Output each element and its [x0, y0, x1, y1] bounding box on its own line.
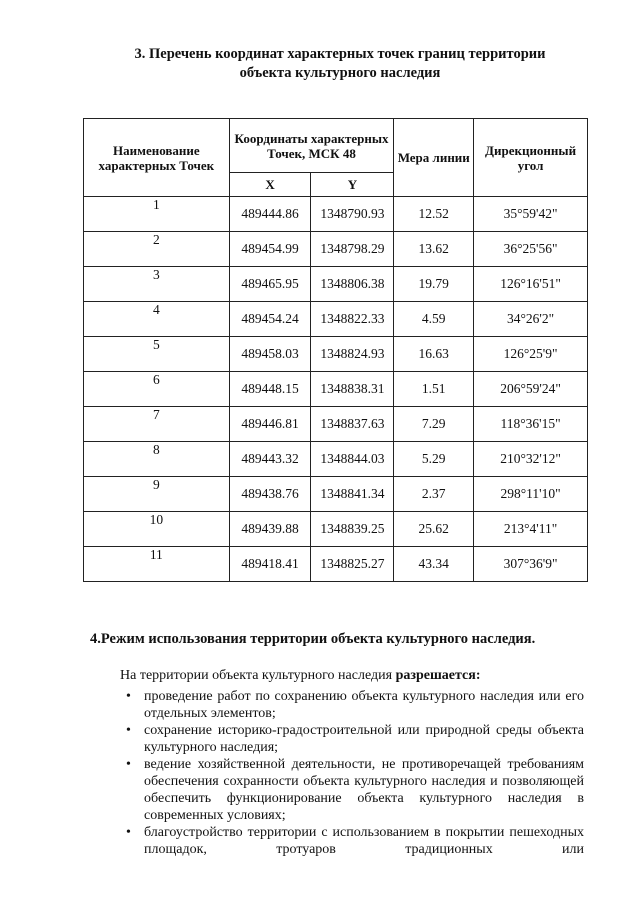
line-length: 25.62 [394, 512, 474, 547]
bullet-icon: • [126, 723, 131, 738]
table-row [84, 512, 588, 547]
list-item-text: сохранение историко-градостроительной или природной среды объекта культурного наследия; [144, 723, 584, 755]
point-number: 2 [84, 232, 230, 267]
coord-x: 489465.95 [229, 267, 311, 302]
line-length: 16.63 [394, 337, 474, 372]
coord-x: 489443.32 [229, 442, 311, 477]
point-number: 6 [84, 372, 230, 407]
direction-angle: 118°36'15" [474, 407, 588, 442]
coord-x: 489446.81 [229, 407, 311, 442]
bullet-icon: • [126, 689, 131, 704]
direction-angle: 126°25'9" [474, 337, 588, 372]
line-length: 1.51 [394, 372, 474, 407]
line-length: 2.37 [394, 477, 474, 512]
direction-angle: 126°16'51" [474, 267, 588, 302]
bullet-icon: • [126, 825, 131, 840]
coord-x: 489448.15 [229, 372, 311, 407]
coord-x: 489438.76 [229, 477, 311, 512]
line-length: 13.62 [394, 232, 474, 267]
line-length: 7.29 [394, 407, 474, 442]
coord-y: 1348838.31 [311, 372, 394, 407]
table-row [84, 372, 588, 407]
coord-y: 1348806.38 [311, 267, 394, 302]
coord-y: 1348844.03 [311, 442, 394, 477]
direction-angle: 206°59'24" [474, 372, 588, 407]
coord-x: 489454.99 [229, 232, 311, 267]
coord-y: 1348824.93 [311, 337, 394, 372]
table-row [84, 197, 588, 232]
section-4-heading: 4.Режим использования территории объекта культурного наследия. [90, 631, 536, 647]
coord-y: 1348837.63 [311, 407, 394, 442]
point-number: 3 [84, 267, 230, 302]
table-row [84, 442, 588, 477]
point-number: 1 [84, 197, 230, 232]
direction-angle: 307°36'9" [474, 547, 588, 582]
line-length: 19.79 [394, 267, 474, 302]
table-row [84, 232, 588, 267]
line-length: 12.52 [394, 197, 474, 232]
table-row [84, 302, 588, 337]
coord-y: 1348825.27 [311, 547, 394, 582]
coord-x: 489458.03 [229, 337, 311, 372]
section-3-title-line-2: объекта культурного наследия [239, 65, 441, 81]
direction-angle: 34°26'2" [474, 302, 588, 337]
coord-y: 1348839.25 [311, 512, 394, 547]
header-direction-angle: Дирекционный угол [474, 119, 588, 197]
section-3-heading [90, 45, 590, 83]
header-y: Y [311, 173, 394, 197]
permitted-activities-list [122, 688, 584, 858]
list-item-text: проведение работ по сохранению объекта культурного наследия или его отдельных элементов; [144, 689, 584, 721]
coord-x: 489439.88 [229, 512, 311, 547]
intro-bold-text: разрешается: [395, 668, 481, 683]
point-number: 11 [84, 547, 230, 582]
direction-angle: 35°59'42" [474, 197, 588, 232]
direction-angle: 36°25'56" [474, 232, 588, 267]
list-item-text: ведение хозяйственной деятельности, не противоречащей требованиям обеспечения сохранности объекта культурного наследия и позволяющей обеспечить функционирование объекта культурного наследия в современных условиях; [144, 757, 584, 823]
table-row [84, 477, 588, 512]
coord-y: 1348822.33 [311, 302, 394, 337]
point-number: 8 [84, 442, 230, 477]
list-item-text: благоустройство территории с использованием в покрытии пешеходных площадок, тротуаров традиционных или [144, 825, 584, 857]
coord-x: 489444.86 [229, 197, 311, 232]
bullet-icon: • [126, 757, 131, 772]
direction-angle: 210°32'12" [474, 442, 588, 477]
list-item [122, 756, 584, 824]
header-line-length: Мера линии [394, 119, 474, 197]
line-length: 5.29 [394, 442, 474, 477]
table-row [84, 407, 588, 442]
direction-angle: 213°4'11" [474, 512, 588, 547]
direction-angle: 298°11'10" [474, 477, 588, 512]
coord-x: 489454.24 [229, 302, 311, 337]
list-item [122, 722, 584, 756]
header-coordinates: Координаты характерных Точек, МСК 48 [229, 119, 394, 173]
coord-x: 489418.41 [229, 547, 311, 582]
coordinates-table [83, 118, 588, 582]
point-number: 10 [84, 512, 230, 547]
section-4-intro [120, 668, 481, 684]
point-number: 5 [84, 337, 230, 372]
section-3-title-line-1: 3. Перечень координат характерных точек границ территории [134, 46, 546, 62]
header-point-name: Наименование характерных Точек [84, 119, 230, 197]
point-number: 7 [84, 407, 230, 442]
coord-y: 1348790.93 [311, 197, 394, 232]
table-row [84, 337, 588, 372]
list-item [122, 824, 584, 858]
coord-y: 1348841.34 [311, 477, 394, 512]
line-length: 4.59 [394, 302, 474, 337]
table-row [84, 547, 588, 582]
point-number: 4 [84, 302, 230, 337]
list-item [122, 688, 584, 722]
intro-text: На территории объекта культурного наследия [120, 668, 396, 683]
table-row [84, 267, 588, 302]
coord-y: 1348798.29 [311, 232, 394, 267]
point-number: 9 [84, 477, 230, 512]
header-x: X [229, 173, 311, 197]
line-length: 43.34 [394, 547, 474, 582]
